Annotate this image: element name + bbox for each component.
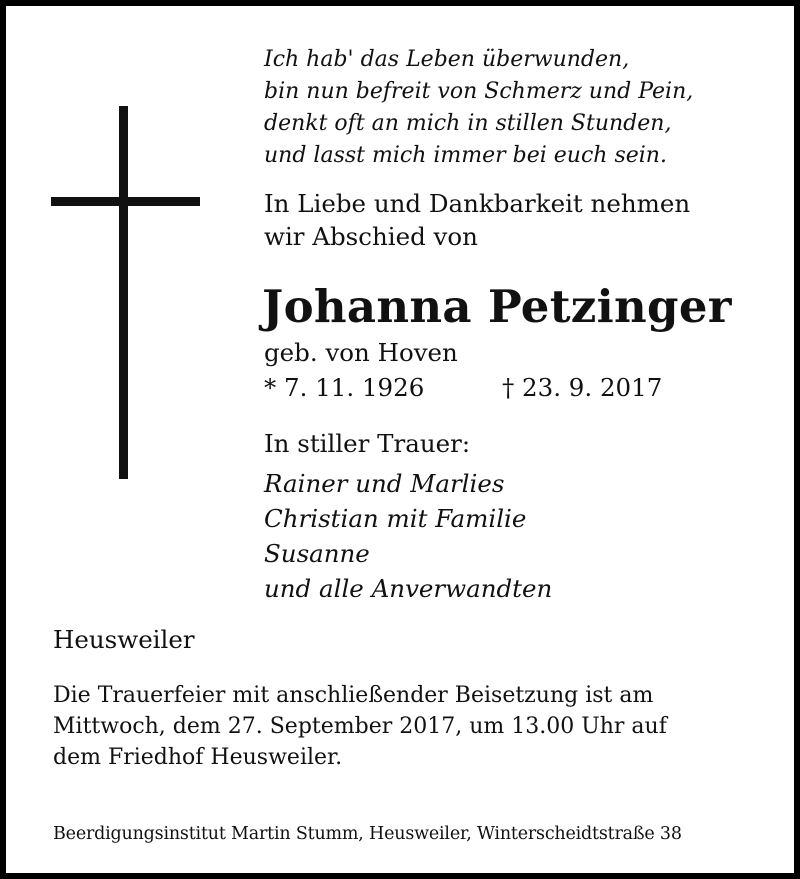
poem-line: denkt oft an mich in stillen Stunden, <box>264 111 672 136</box>
intro-line: In Liebe und Dankbarkeit nehmen <box>264 189 691 218</box>
poem <box>264 44 784 172</box>
cross-horizontal-beam <box>51 197 200 206</box>
mourner: und alle Anverwandten <box>264 574 553 603</box>
funeral-details <box>53 680 773 773</box>
cross-vertical-beam <box>119 106 128 479</box>
mourner: Susanne <box>264 539 370 568</box>
poem-line: Ich hab' das Leben überwunden, <box>264 47 630 72</box>
funeral-line: Die Trauerfeier mit anschließender Beisetzung ist am <box>53 683 654 708</box>
mourning-label: In stiller Trauer: <box>264 429 471 458</box>
birth-date: * 7. 11. 1926 <box>264 373 425 402</box>
death-date: † 23. 9. 2017 <box>502 373 663 402</box>
farewell-intro <box>264 187 784 253</box>
intro-line: wir Abschied von <box>264 222 478 251</box>
funeral-line: Mittwoch, dem 27. September 2017, um 13.00 Uhr auf <box>53 714 667 739</box>
mourner: Christian mit Familie <box>264 504 527 533</box>
place-name: Heusweiler <box>53 625 195 654</box>
maiden-name: geb. von Hoven <box>264 338 458 367</box>
undertaker-line: Beerdigungsinstitut Martin Stumm, Heusweiler, Winterscheidtstraße 38 <box>53 824 682 844</box>
funeral-line: dem Friedhof Heusweiler. <box>53 745 343 770</box>
poem-line: bin nun befreit von Schmerz und Pein, <box>264 79 694 104</box>
mourners-list <box>264 466 552 606</box>
deceased-name: Johanna Petzinger <box>262 280 732 333</box>
mourner: Rainer und Marlies <box>264 469 505 498</box>
poem-line: und lasst mich immer bei euch sein. <box>264 143 667 168</box>
